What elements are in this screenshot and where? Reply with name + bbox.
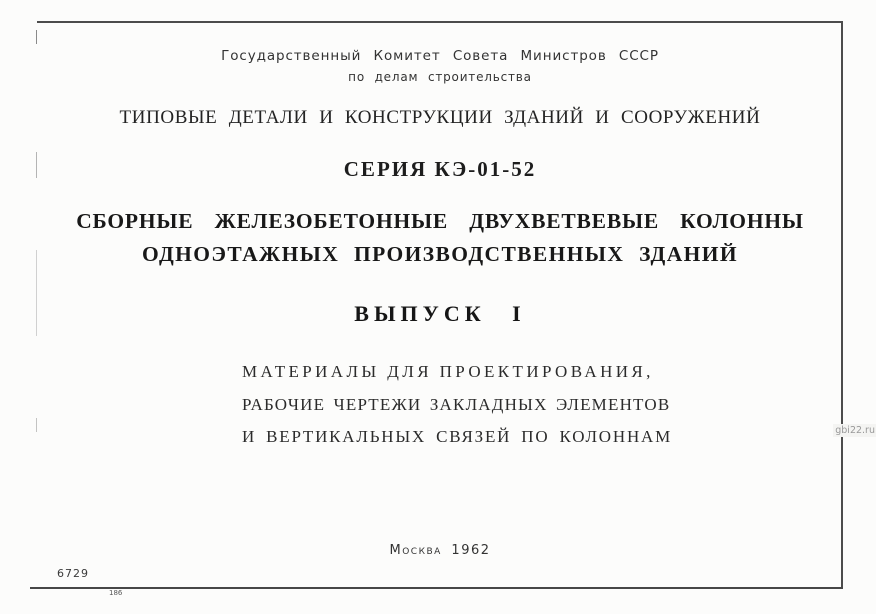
series-number: СЕРИЯ КЭ-01-52 [343,157,537,181]
watermark-site-label: gbi22.ru [835,425,875,436]
subtitle-line2: РАБОЧИЕ ЧЕРТЕЖИ ЗАКЛАДНЫХ ЭЛЕМЕНТОВ [242,394,671,414]
frame-bottom-border [30,587,843,589]
subtitle-line1: МАТЕРИАЛЫ ДЛЯ ПРОЕКТИРОВАНИЯ, [242,362,654,381]
issuing-body-line2: по делам строительства [348,70,532,84]
document-order-number: 6729 [57,567,89,580]
issuing-body-line1: Государственный Комитет Совета Министров СССР [221,48,659,64]
frame-left-border-fragment [36,30,37,44]
document-title-line1: СБОРНЫЕ ЖЕЛЕЗОБЕТОННЫЕ ДВУХВЕТВЕВЫЕ КОЛОННЫ [76,209,804,233]
subtitle-block [242,356,672,454]
issue-number: ВЫПУСК I [354,301,526,326]
frame-top-border [37,21,843,23]
document-title-line2: ОДНОЭТАЖНЫХ ПРОИЗВОДСТВЕННЫХ ЗДАНИЙ [141,242,739,266]
subtitle-line3: И ВЕРТИКАЛЬНЫХ СВЯЗЕЙ ПО КОЛОННАМ [242,427,673,446]
frame-left-border-fragment [36,418,37,432]
city-and-year: Москва 1962 [389,543,491,558]
print-code: 186 [109,589,123,597]
series-heading: ТИПОВЫЕ ДЕТАЛИ И КОНСТРУКЦИИ ЗДАНИЙ И СООРУЖЕНИЙ [119,107,761,128]
